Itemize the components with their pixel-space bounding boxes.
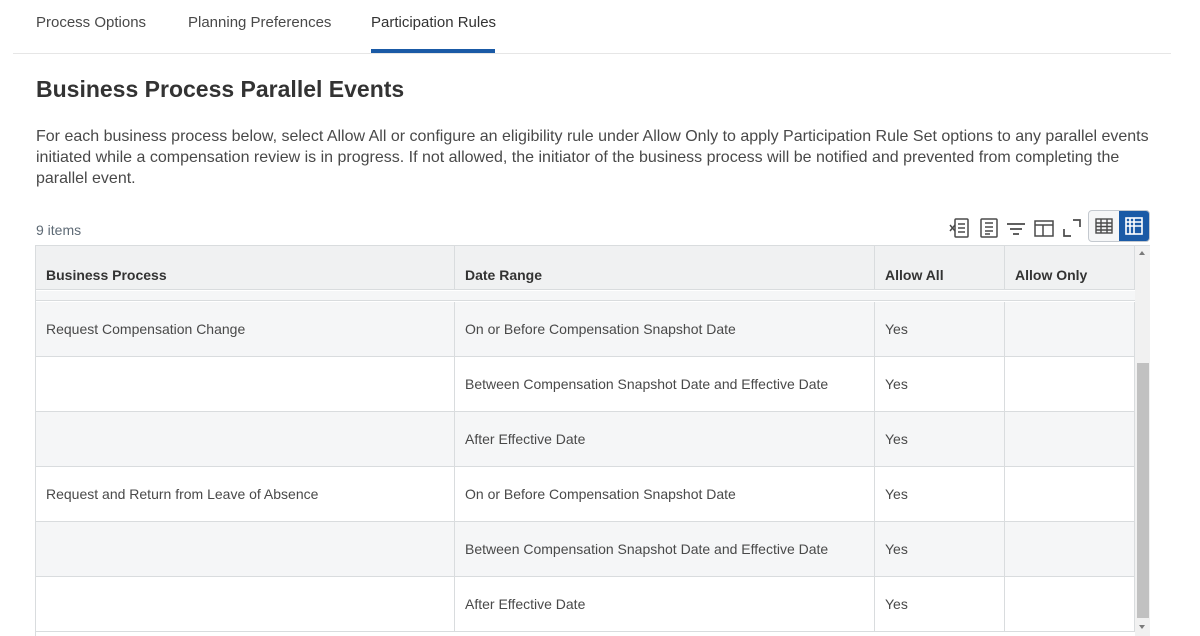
cell-allow-all: Yes — [875, 577, 1005, 632]
cell-business-process: Request and Return from Leave of Absence — [36, 467, 455, 522]
column-header-allow-only[interactable]: Allow Only — [1005, 246, 1135, 290]
cell-allow-only[interactable] — [1005, 467, 1135, 522]
grid-scrollbar[interactable] — [1135, 246, 1150, 636]
grid-body — [36, 291, 1135, 636]
tab-bar — [13, 0, 1171, 54]
cell-allow-only[interactable] — [1005, 357, 1135, 412]
cell-allow-only[interactable] — [1005, 522, 1135, 577]
cell-allow-only[interactable] — [1005, 412, 1135, 467]
cell-date-range: After Effective Date — [455, 577, 875, 632]
table-view-icon[interactable] — [1089, 211, 1119, 241]
active-tab-indicator — [371, 49, 495, 53]
cell-date-range: After Effective Date — [455, 412, 875, 467]
participation-grid — [35, 245, 1150, 636]
cell-allow-all: Yes — [875, 467, 1005, 522]
filter-icon[interactable] — [1004, 216, 1028, 240]
cell-business-process — [36, 412, 455, 467]
cell-allow-all: Yes — [875, 302, 1005, 357]
table-row[interactable] — [36, 467, 1135, 522]
cell-allow-all: Yes — [875, 357, 1005, 412]
page-description: For each business process below, select Allow All or configure an eligibility rule under Allow Only to apply Participation Rule Set options to any parallel events initiated while a compensation review is in progress. If not allowed, the initiator of the business process will be notified and prevented from completing the parallel event. — [36, 128, 1149, 187]
table-row[interactable] — [36, 357, 1135, 412]
cell-allow-only[interactable] — [1005, 302, 1135, 357]
cell-allow-all: Yes — [875, 522, 1005, 577]
cell-business-process: Request Compensation Change — [36, 302, 455, 357]
scroll-up-arrow-icon[interactable] — [1139, 251, 1145, 255]
column-header-business-process[interactable]: Business Process — [36, 246, 455, 290]
cell-business-process — [36, 577, 455, 632]
scrollbar-thumb[interactable] — [1137, 363, 1149, 618]
cell-allow-all: Yes — [875, 412, 1005, 467]
cell-date-range: On or Before Compensation Snapshot Date — [455, 302, 875, 357]
partial-row — [36, 291, 1135, 301]
export-pdf-icon[interactable] — [977, 216, 1001, 240]
cell-date-range: Between Compensation Snapshot Date and Effective Date — [455, 357, 875, 412]
tab-process-options[interactable]: Process Options — [36, 14, 147, 31]
export-excel-icon[interactable] — [948, 216, 972, 240]
tab-participation-rules[interactable]: Participation Rules — [371, 14, 497, 31]
cell-business-process — [36, 357, 455, 412]
view-toggle — [1088, 210, 1150, 242]
column-header-allow-all[interactable]: Allow All — [875, 246, 1005, 290]
cell-date-range: Between Compensation Snapshot Date and Effective Date — [455, 522, 875, 577]
column-layout-icon[interactable] — [1032, 216, 1056, 240]
table-row[interactable] — [36, 302, 1135, 357]
grid-header — [36, 246, 1135, 290]
page-title: Business Process Parallel Events — [36, 76, 405, 102]
item-count: 9 items — [36, 222, 82, 238]
scroll-down-arrow-icon[interactable] — [1139, 625, 1145, 629]
fullscreen-icon[interactable] — [1060, 216, 1084, 240]
grid-view-icon[interactable] — [1119, 211, 1149, 241]
cell-business-process — [36, 522, 455, 577]
cell-date-range: On or Before Compensation Snapshot Date — [455, 467, 875, 522]
column-header-date-range[interactable]: Date Range — [455, 246, 875, 290]
table-row[interactable] — [36, 412, 1135, 467]
cell-allow-only[interactable] — [1005, 577, 1135, 632]
tab-planning-preferences[interactable]: Planning Preferences — [188, 14, 332, 31]
table-row[interactable] — [36, 522, 1135, 577]
table-row[interactable] — [36, 577, 1135, 632]
